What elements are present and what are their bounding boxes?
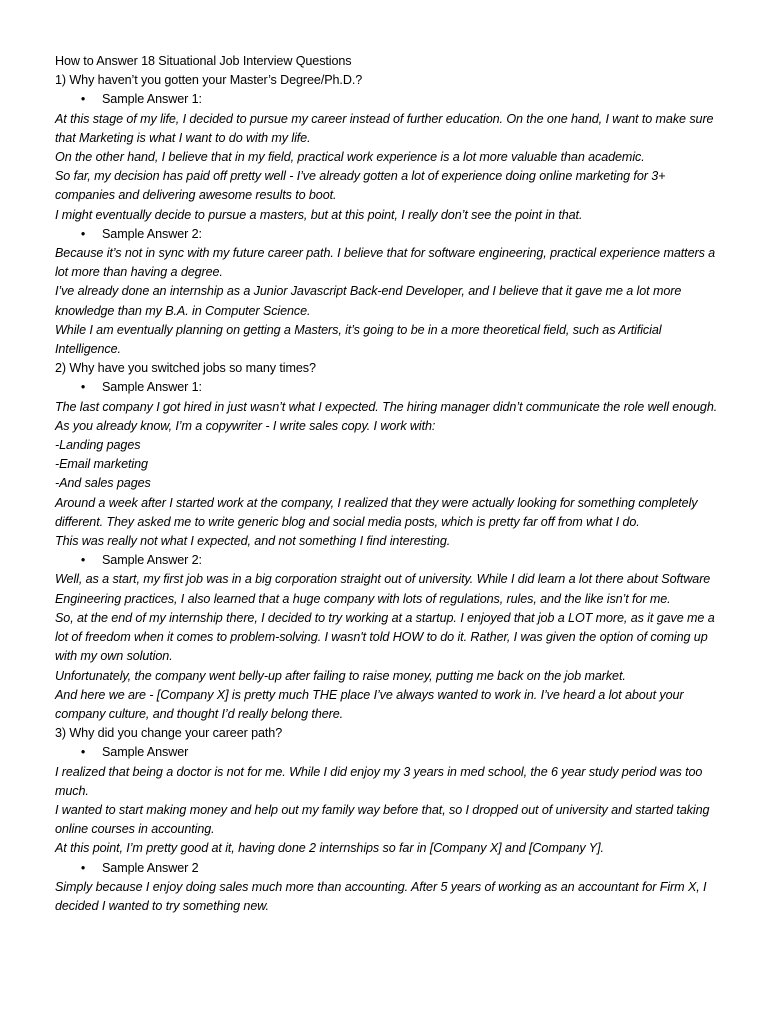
answer-paragraph: Well, as a start, my first job was in a big corporation straight out of university. While I did learn a lot there about Software Engineering practices, I also learned that a huge company with lots of regulations, rules, and the like isn’t for me. [55,572,711,606]
bullet-dot-icon: • [80,380,86,395]
question-text: 3) Why did you change your career path? [55,726,283,741]
answer-paragraph: I’ve already done an internship as a Junior Javascript Back-end Developer, and I believe that it gave me a lot more knowledge than my B.A. in Computer Science. [55,284,682,318]
answer-paragraph: Because it’s not in sync with my future career path. I believe that for software engineering, practical experience matters a lot more than having a degree. [55,246,716,280]
answer-paragraph: I might eventually decide to pursue a masters, but at this point, I really don’t see the point in that. [55,207,583,222]
sample-answer-bullet [55,743,728,762]
bullet-dot-icon: • [80,860,86,875]
document-title: How to Answer 18 Situational Job Interview Questions [55,54,352,68]
answer-paragraph: As you already know, I’m a copywriter - I write sales copy. I work with: [55,418,436,433]
answer-paragraph: While I am eventually planning on getting a Masters, it’s going to be in a more theoretical field, such as Artificial Intelligence. [55,322,662,357]
sample-answer-bullet [55,378,728,397]
bullet-label: Sample Answer 2 [102,860,199,875]
answer-paragraph: And here we are - [Company X] is pretty much THE place I’ve always wanted to work in. I’ve heard a lot about your company culture, and thought I’d really belong there. [55,687,684,721]
answer-paragraph: I realized that being a doctor is not for me. While I did enjoy my 3 years in med school, the 6 year study period was too much. [55,764,703,798]
answer-paragraph: At this stage of my life, I decided to pursue my career instead of further education. On the one hand, I want to make sure that Marketing is what I want to do with my life. [55,111,714,145]
answer-paragraph: -Landing pages [55,438,141,453]
answer-paragraph: -Email marketing [55,457,148,472]
answer-paragraph: Unfortunately, the company went belly-up after failing to raise money, putting me back on the job market. [55,668,626,683]
sample-answer-bullet [55,90,728,109]
bullet-dot-icon: • [80,553,86,568]
answer-paragraph: At this point, I’m pretty good at it, having done 2 internships so far in [Company X] and [Company Y]. [55,841,604,856]
bullet-dot-icon: • [80,226,86,241]
sample-answer-bullet [55,859,728,878]
answer-paragraph: This was really not what I expected, and not something I find interesting. [55,534,451,549]
answer-paragraph: Simply because I enjoy doing sales much more than accounting. After 5 years of working as an accountant for Firm X, I decided I wanted to try something new. [55,879,707,913]
answer-paragraph: The last company I got hired in just wasn’t what I expected. The hiring manager didn’t communicate the role well enough. [55,399,718,414]
sample-answer-bullet [55,551,728,570]
answer-paragraph: So, at the end of my internship there, I decided to try working at a startup. I enjoyed that job a LOT more, as it gave me a lot of freedom when it comes to problem-solving. I wasn't told HOW to do it. Rather, I was given the option of coming up with my own solution. [55,610,715,664]
bullet-label: Sample Answer 1: [102,92,202,107]
answer-paragraph: So far, my decision has paid off pretty well - I’ve already gotten a lot of experience doing online marketing for 3+ companies and delivering awesome results to boot. [55,169,666,203]
answer-paragraph: I wanted to start making money and help out my family way before that, so I dropped out of university and started taking online courses in accounting. [55,802,710,837]
question-heading [55,724,728,743]
bullet-label: Sample Answer [102,745,189,760]
bullet-dot-icon: • [80,92,86,107]
answer-paragraph: On the other hand, I believe that in my field, practical work experience is a lot more valuable than academic. [55,150,645,165]
bullet-dot-icon: • [80,745,86,760]
bullet-label: Sample Answer 2: [102,553,202,568]
question-text: 1) Why haven’t you gotten your Master’s Degree/Ph.D.? [55,73,363,88]
question-heading [55,359,728,378]
question-heading [55,71,728,90]
answer-paragraph: -And sales pages [55,476,151,491]
bullet-label: Sample Answer 2: [102,226,202,241]
question-text: 2) Why have you switched jobs so many times? [55,361,316,376]
bullet-label: Sample Answer 1: [102,380,202,395]
answer-paragraph: Around a week after I started work at the company, I realized that they were actually looking for something completely different. They asked me to write generic blog and social media posts, which is pretty far off from what I do. [55,495,698,529]
sample-answer-bullet [55,225,728,244]
document-body [55,71,728,916]
